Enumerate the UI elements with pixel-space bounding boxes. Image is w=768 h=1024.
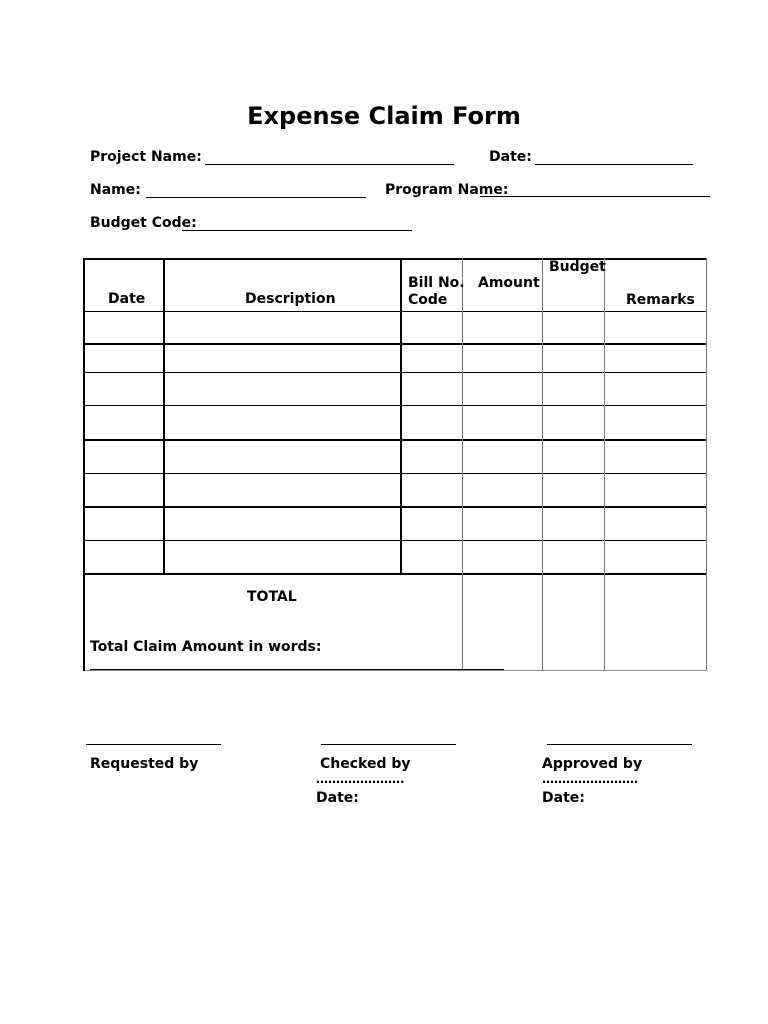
name-label: Name: [90, 182, 141, 198]
col-header-date: Date [108, 291, 146, 307]
col-header-budget: Budget [549, 259, 606, 275]
col-header-code: Code [408, 292, 448, 308]
approved-by-signature-line[interactable] [547, 744, 692, 745]
program-name-label: Program Name: [385, 182, 509, 198]
col-header-amount: Amount [478, 275, 540, 291]
project-name-label: Project Name: [90, 149, 202, 165]
col-header-description: Description [245, 291, 336, 307]
col-header-bill-no: Bill No. [408, 275, 465, 291]
col-header-remarks: Remarks [626, 292, 695, 308]
checked-by-signature-line[interactable] [321, 744, 456, 745]
budget-code-field[interactable] [182, 230, 412, 231]
approved-by-label: Approved by [542, 756, 643, 772]
checked-by-date-label: Date: [316, 790, 359, 806]
requested-by-signature-line[interactable] [86, 744, 221, 745]
form-title: Expense Claim Form [247, 102, 521, 130]
approved-by-dots: …………………… [542, 772, 638, 786]
project-name-field[interactable] [205, 164, 454, 165]
approved-by-date-label: Date: [542, 790, 585, 806]
program-name-field[interactable] [480, 196, 710, 197]
total-words-field[interactable] [90, 669, 504, 670]
requested-by-label: Requested by [90, 756, 199, 772]
date-field[interactable] [535, 164, 693, 165]
total-label: TOTAL [247, 589, 297, 605]
budget-code-label: Budget Code: [90, 215, 197, 231]
date-label: Date: [489, 149, 532, 165]
checked-by-dots: …………………. [316, 772, 405, 786]
name-field[interactable] [146, 197, 366, 198]
checked-by-label: Checked by [320, 756, 411, 772]
total-words-label: Total Claim Amount in words: [90, 639, 322, 655]
